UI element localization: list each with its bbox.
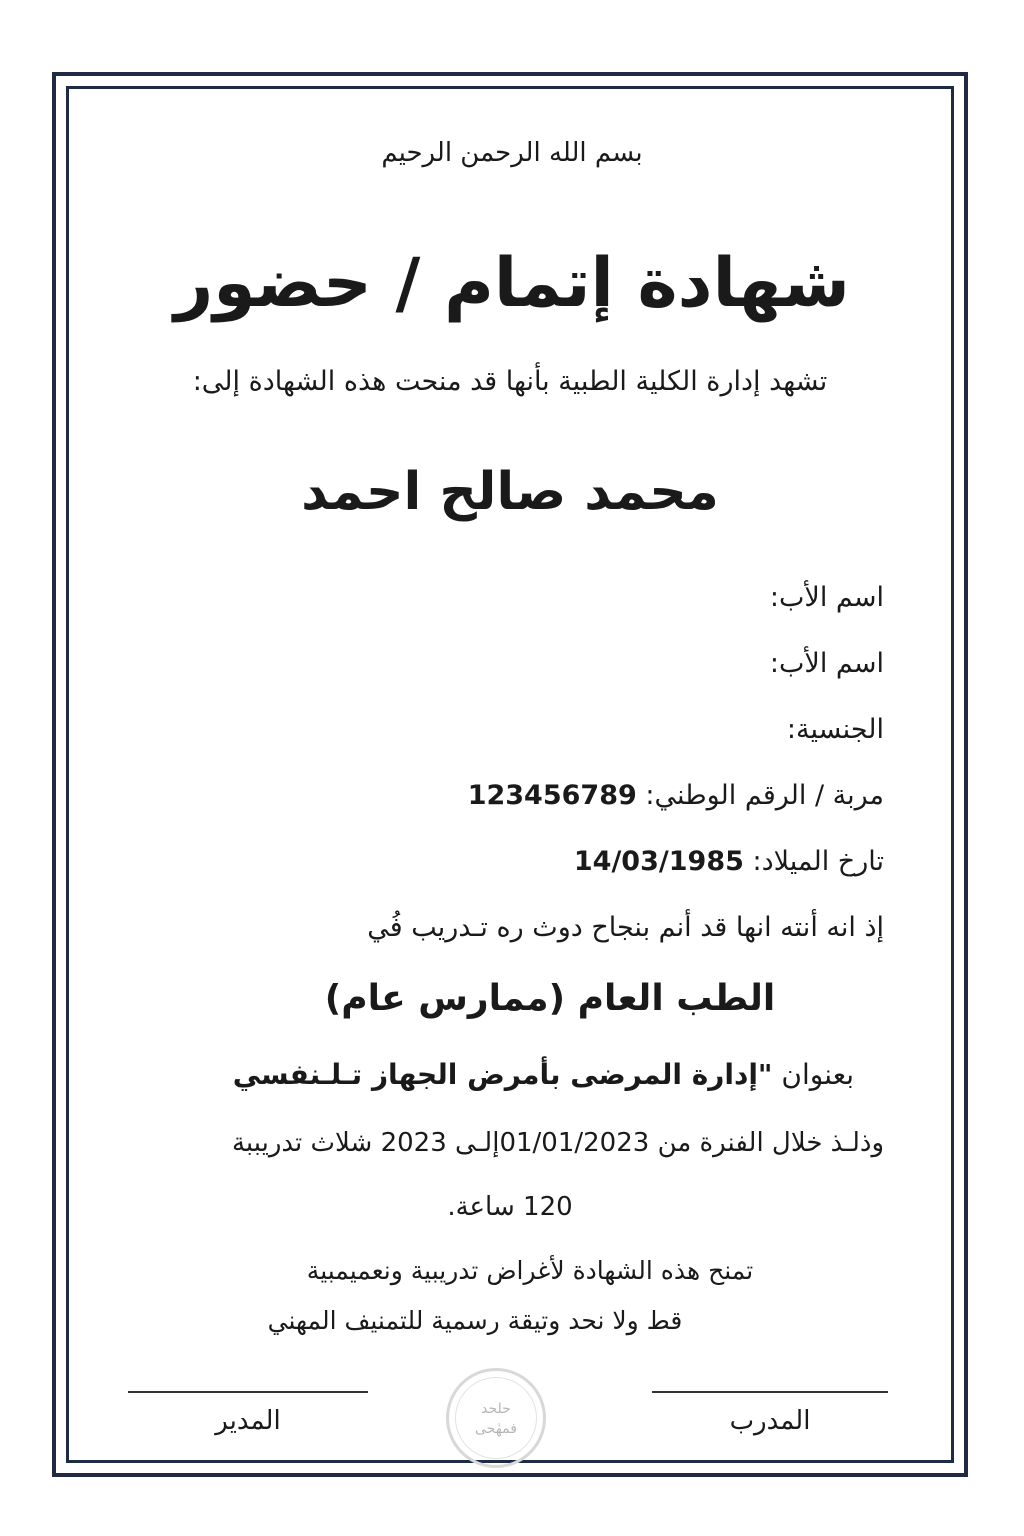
seal-stamp (446, 1368, 546, 1468)
field-label: الجنسية: (786, 714, 884, 745)
certificate-title: شهادة إتمام / حضور (174, 244, 850, 323)
topic-value: "إدارة المرضى بأمرض الجهاز تـلـنفسي (232, 1058, 773, 1091)
field-label: تارخ الميلاد: (752, 846, 884, 877)
intro-text: تشهد إدارة الكلية الطبية بأنها قد منحت هذه الشهادة إلى: (192, 366, 828, 397)
field-value: 14/03/1985 (573, 846, 744, 877)
field-label: مربة / الرقم الوطني: (645, 780, 884, 811)
field-value: 123456789 (467, 780, 637, 811)
training-period: وذلـذ خلال الفنرة من 01/01/2023إلـى 2023 شلاث تدريببة (231, 1128, 884, 1158)
field-label: اسم الأب: (769, 582, 884, 613)
note-line-2: قط ولا نحد وتيقة رسمية للتمنيف المهني (267, 1306, 683, 1335)
field-father-name-2 (770, 648, 884, 679)
seal-text-1: حلحد (481, 1401, 511, 1417)
director-label: المدير (215, 1406, 281, 1436)
field-birth-date (574, 846, 884, 877)
note-line-1: تمنح هذه الشهادة لأغراض تدريبية ونعميمبية (306, 1256, 754, 1285)
recipient-name: محمد صالح احمد (301, 462, 719, 522)
field-label: اسم الأب: (769, 648, 884, 679)
field-national-id (468, 780, 884, 811)
seal-text-2: فمهٰحى (475, 1421, 517, 1437)
field-nationality (787, 714, 884, 745)
course-topic (233, 1058, 854, 1091)
director-signature-line (128, 1391, 368, 1393)
topic-prefix: بعنوان (772, 1058, 854, 1091)
basmala: بسم الله الرحمن الرحيم (381, 138, 643, 168)
seal-inner-ring (455, 1377, 537, 1459)
completion-line: إذ انه أنته انها قد أنم بنجاح دوث ره تـدريب فُي (367, 912, 884, 943)
trainer-label: المدرب (729, 1406, 811, 1436)
field-father-name (770, 582, 884, 613)
trainer-signature-line (652, 1391, 888, 1393)
training-hours: 120 ساعة. (447, 1192, 573, 1222)
course-name: الطب العام (ممارس عام) (324, 978, 776, 1019)
